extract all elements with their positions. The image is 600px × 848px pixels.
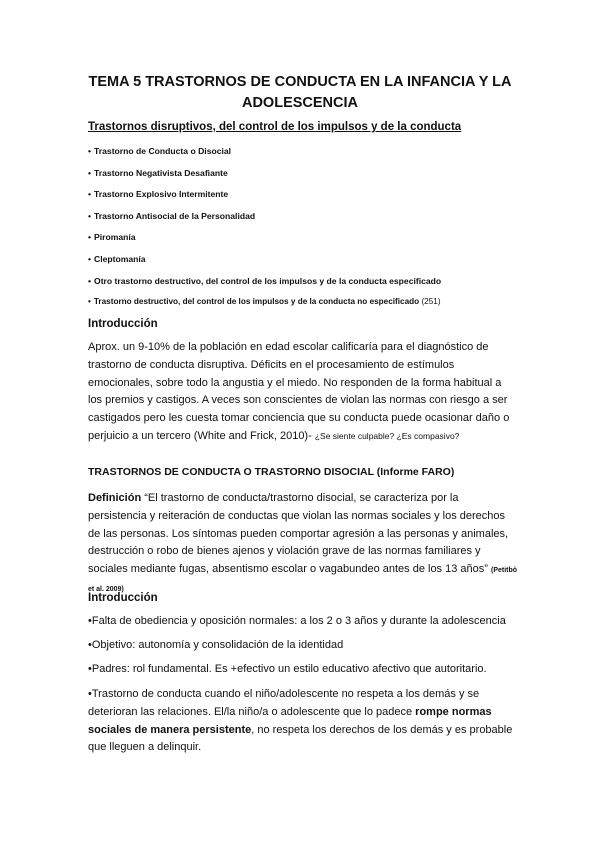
list-item-text: Otro trastorno destructivo, del control de los impulsos y de la conducta especificado bbox=[94, 275, 442, 286]
definition-paragraph bbox=[88, 490, 518, 599]
faro-heading: TRASTORNOS DE CONDUCTA O TRASTORNO DISOCIAL (Informe FARO) bbox=[88, 466, 455, 478]
list-item bbox=[88, 146, 441, 168]
point-3: • Padres: rol fundamental. Es +efectivo un estilo educativo afectivo que autoritario. bbox=[88, 661, 518, 679]
disorders-list bbox=[88, 146, 441, 319]
intro-heading-2: Introducción bbox=[88, 592, 158, 604]
list-item-text: Trastorno destructivo, del control de los impulsos y de la conducta no especificado bbox=[93, 297, 420, 307]
list-item bbox=[88, 189, 441, 211]
list-item-text: Trastorno Explosivo Intermitente bbox=[94, 189, 229, 200]
section-heading: Trastornos disruptivos, del control de los impulsos y de la conducta bbox=[88, 121, 462, 133]
point-2: • Objetivo: autonomía y consolidación de la identidad bbox=[88, 637, 518, 655]
definition-text: “El trastorno de conducta/trastorno disocial, se caracteriza por la persistencia y reiteración de conductas que violan las normas sociales y los derechos de las personas. Los síntomas pueden comportar agresión a las personas y animales, destrucción o robo de bienes ajenos y violación grave de las normas familiares y sociales mediante fugas, absentismo escolar o vagabundeo antes de los 13 años” bbox=[88, 492, 509, 576]
list-item-text: Trastorno Negativista Desafiante bbox=[94, 167, 228, 178]
point-4-text-b: , no respeta los derechos de los demás y es probable que lleguen a delinquir. bbox=[88, 723, 513, 754]
list-item bbox=[88, 168, 441, 190]
intro-heading-1: Introducción bbox=[88, 318, 158, 330]
list-item-text: Trastorno Antisocial de la Personalidad bbox=[94, 210, 256, 221]
list-item-reference: (251) bbox=[421, 297, 441, 307]
point-4-emphasis: rompe normas sociales de manera persistente bbox=[88, 705, 492, 736]
list-item-text: Piromanía bbox=[94, 232, 136, 243]
definition-label: Definición bbox=[88, 492, 142, 504]
definition-reference: (Petitbò et al. 2009) bbox=[88, 567, 518, 593]
document-title bbox=[60, 72, 540, 114]
title-line-2: ADOLESCENCIA bbox=[241, 95, 358, 111]
list-item bbox=[88, 276, 441, 298]
intro-paragraph bbox=[88, 339, 518, 446]
list-item bbox=[88, 254, 441, 276]
list-item bbox=[88, 232, 441, 254]
point-1: • Falta de obediencia y oposición normales: a los 2 o 3 años y durante la adolescencia bbox=[88, 613, 518, 631]
title-line-1: TEMA 5 TRASTORNOS DE CONDUCTA EN LA INFANCIA Y LA bbox=[88, 74, 512, 90]
list-item-text: Cleptomanía bbox=[94, 253, 146, 264]
intro-paragraph-question: ¿Se siente culpable? ¿Es compasivo? bbox=[314, 430, 460, 441]
list-item-text: Trastorno de Conducta o Disocial bbox=[94, 146, 232, 156]
point-4 bbox=[88, 686, 518, 757]
list-item bbox=[88, 211, 441, 233]
intro-paragraph-text: Aprox. un 9-10% de la población en edad escolar calificaría para el diagnóstico de trastorno de conducta disruptiva. Déficits en el procesamiento de estímulos emocionales, sobre todo la angustia y el miedo. No responden de la forma habitual a los premios y castigos. A veces son conscientes de violan las normas con riesgo a ser castigados pero les cuesta tomar conciencia que su conducta puede ocasionar daño o perjuicio a un tercero (White and Frick, 2010)- bbox=[88, 341, 510, 442]
point-4-text-a: Trastorno de conducta cuando el niño/adolescente no respeta a los demás y se deterioran las relaciones. El/la niño/a o adolescente que lo padece bbox=[88, 688, 480, 718]
list-item bbox=[88, 297, 441, 319]
